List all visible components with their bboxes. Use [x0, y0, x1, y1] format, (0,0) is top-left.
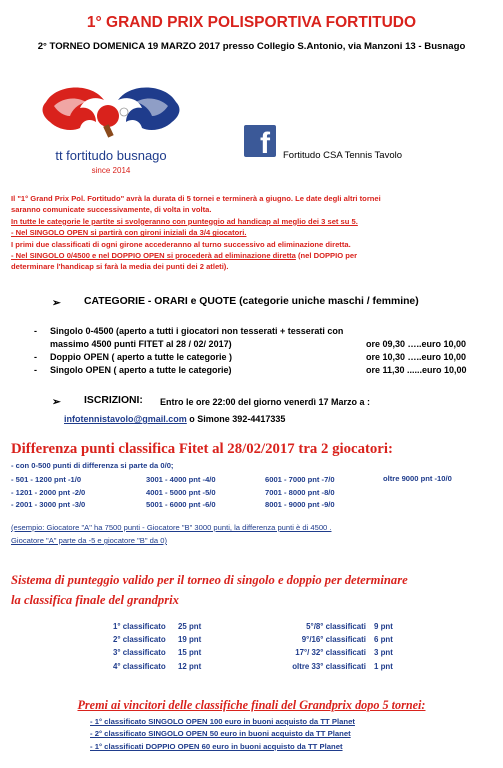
differenza-row: - 501 - 1200 pnt -1/0: [11, 475, 82, 484]
differenza-col-2: [146, 474, 216, 512]
sistema-heading-cont: la classifica finale del grandprix: [11, 593, 179, 607]
category-singolo-open: Singolo OPEN ( aperto a tutte le categorie): [50, 365, 232, 375]
info-line: In tutte le categorie le partite si svolgeranno con punteggio ad handicap al meglio dei 3 set su 5.: [11, 216, 358, 226]
info-block: [11, 193, 491, 273]
prize-item: - 2° classificato SINGOLO OPEN 50 euro in buoni acquisto da TT Planet: [90, 729, 351, 739]
differenza-row: 7001 - 8000 pnt -8/0: [265, 487, 335, 497]
premi-heading: Premi ai vincitori delle classifiche finali del Grandprix dopo 5 tornei:: [77, 698, 426, 712]
points-left-values: [178, 620, 201, 673]
category-doppio-open: Doppio OPEN ( aperto a tutte le categorie ): [50, 352, 233, 362]
points-right-positions: [270, 620, 366, 673]
facebook-page-label: Fortitudo CSA Tennis Tavolo: [283, 150, 402, 161]
differenza-row: oltre 9000 pnt -10/0: [383, 474, 452, 483]
differenza-col-1: [11, 474, 85, 512]
category-singolo-0-4500-cont: massimo 4500 punti FITET al 28 / 02/ 2017): [50, 339, 232, 349]
category-dash: -: [34, 326, 37, 336]
example-line: (esempio: Giocatore "A" ha 7500 punti - Giocatore "B" 3000 punti, la differenza punti è di 4500 .: [11, 523, 332, 532]
points-value: 6 pnt: [374, 635, 393, 645]
info-line: Il "1° Grand Prix Pol. Fortitudo" avrà la durata di 5 tornei e terminerà a giugno. Le date degli altri tornei: [11, 194, 381, 203]
differenza-col-3: [265, 474, 335, 512]
points-value: 25 pnt: [178, 622, 202, 631]
category-dash: -: [34, 352, 37, 362]
email-link[interactable]: infotennistavolo@gmail.com: [64, 414, 187, 424]
sistema-heading: Sistema di punteggio valido per il torneo di singolo e doppio per determinare: [11, 573, 408, 587]
example-line: Giocatore "A" parte da -5 e giocatore "B" da 0): [11, 536, 167, 545]
categories-heading: CATEGORIE - ORARI e QUOTE (categorie uniche maschi / femmine): [84, 296, 419, 307]
category-time: ore 09,30 …..euro 10,00: [366, 339, 467, 349]
points-position: 2° classificato: [113, 635, 166, 645]
bullet-arrow-icon: ➢: [52, 397, 61, 408]
points-value: 19 pnt: [178, 635, 202, 645]
info-line-rest: (nel DOPPIO per: [295, 251, 358, 261]
info-line-underlined: - Nel SINGOLO 0/4500 e nel DOPPIO OPEN si procederà ad eliminazione diretta: [11, 251, 296, 261]
iscrizioni-text: Entro le ore 22:00 del giorno venerdì 17 Marzo a :: [160, 397, 371, 407]
info-line: [11, 250, 491, 261]
differenza-row: 5001 - 6000 pnt -6/0: [146, 500, 216, 510]
points-left-positions: [113, 620, 166, 673]
points-position: 17°/ 32° classificati: [295, 648, 366, 658]
points-position: oltre 33° classificati: [292, 661, 366, 671]
bullet-arrow-icon: ➢: [52, 298, 61, 309]
points-position: 1° classificato: [113, 622, 166, 631]
points-value: 3 pnt: [374, 648, 393, 658]
points-right-values: [374, 620, 393, 673]
points-position: 5°/8° classificati: [306, 622, 366, 631]
info-line: determinare l'handicap si farà la media dei punti dei 2 atleti).: [11, 262, 229, 272]
differenza-row: - 1201 - 2000 pnt -2/0: [11, 487, 86, 497]
iscrizioni-label: ISCRIZIONI:: [84, 395, 143, 406]
category-time: ore 10,30 …..euro 10,00: [366, 352, 467, 362]
differenza-row: 4001 - 5000 pnt -5/0: [146, 487, 216, 497]
logo-since: since 2014: [91, 166, 131, 175]
event-subtitle: 2° TORNEO DOMENICA 19 MARZO 2017 presso Collegio S.Antonio, via Manzoni 13 - Busnago: [37, 41, 466, 52]
differenza-row: - 2001 - 3000 pnt -3/0: [11, 500, 86, 510]
category-time: ore 11,30 ......euro 10,00: [366, 365, 467, 375]
differenza-intro: - con 0-500 punti di differenza si parte da 0/0;: [11, 461, 174, 470]
logo-text: tt fortitudo busnago: [55, 148, 167, 163]
differenza-row: 3001 - 4000 pnt -4/0: [146, 475, 216, 484]
facebook-icon[interactable]: f: [244, 125, 276, 157]
points-position: 3° classificato: [113, 648, 166, 658]
differenza-row: 8001 - 9000 pnt -9/0: [265, 500, 335, 510]
premi-list: [90, 716, 355, 753]
info-line: - Nel SINGOLO OPEN si partirà con gironi iniziali da 3/4 giocatori.: [11, 228, 247, 238]
category-dash: -: [34, 365, 37, 375]
points-value: 12 pnt: [178, 661, 202, 671]
info-line: saranno comunicate successivamente, di volta in volta.: [11, 205, 212, 215]
prize-item: - 1° classificato SINGOLO OPEN 100 euro in buoni acquisto da TT Planet: [90, 717, 355, 726]
points-position: 9°/16° classificati: [301, 635, 366, 645]
points-value: 9 pnt: [374, 622, 393, 631]
prize-item: - 1° classificati DOPPIO OPEN 60 euro in buoni acquisto da TT Planet: [90, 741, 343, 751]
differenza-heading: Differenza punti classifica Fitet al 28/02/2017 tra 2 giocatori:: [11, 441, 393, 457]
page-title: 1° GRAND PRIX POLISPORTIVA FORTITUDO: [86, 14, 417, 31]
points-value: 1 pnt: [374, 661, 393, 671]
info-line: I primi due classificati di ogni girone accederanno al turno successivo ad eliminazione diretta.: [11, 239, 351, 249]
differenza-row: 6001 - 7000 pnt -7/0: [265, 475, 335, 484]
points-position: 4° classificato: [113, 661, 166, 671]
differenza-col-4: [383, 474, 452, 483]
phone-contact: o Simone 392-4417335: [186, 414, 286, 424]
category-singolo-0-4500: Singolo 0-4500 (aperto a tutti i giocatori non tesserati + tesserati con: [50, 326, 344, 336]
points-value: 15 pnt: [178, 648, 202, 658]
